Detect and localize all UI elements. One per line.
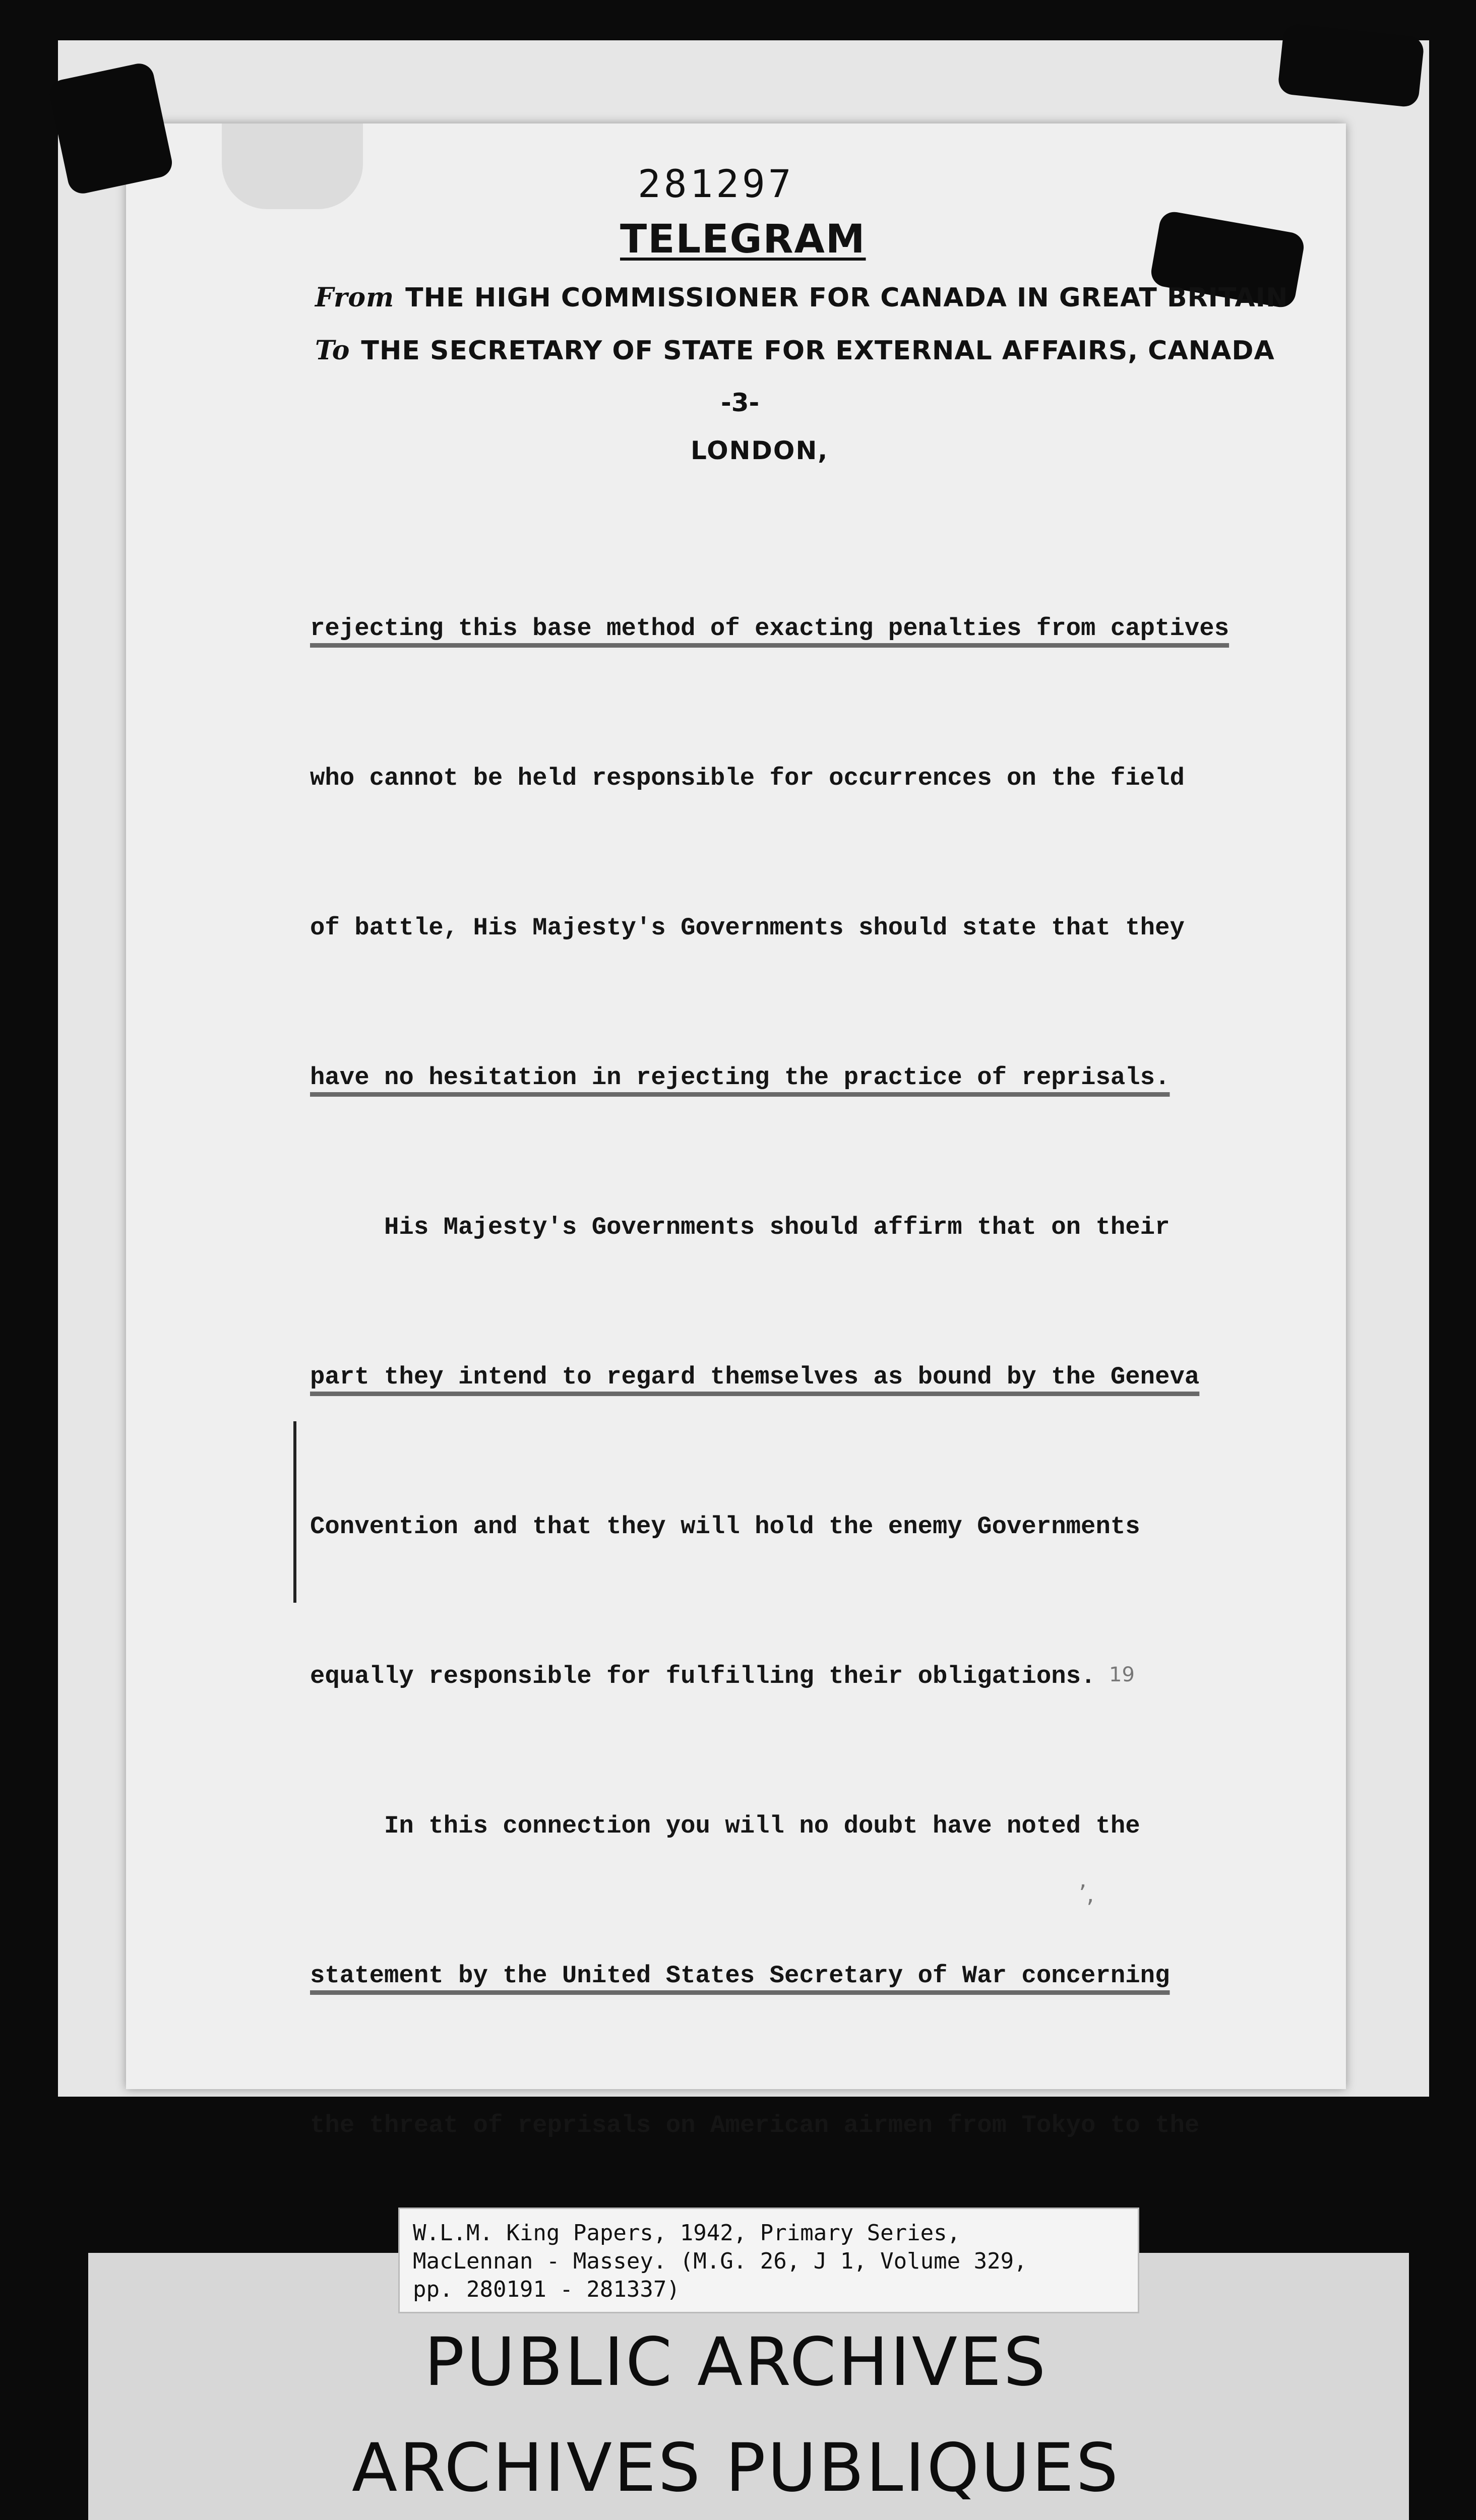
citation-line-3: pp. 280191 - 281337): [413, 2277, 680, 2302]
margin-number: 19: [1109, 1663, 1135, 1686]
to-value: THE SECRETARY OF STATE FOR EXTERNAL AFFAIRS, CANADA: [361, 336, 1275, 366]
body-line: who cannot be held responsible for occurrences on the field: [310, 764, 1185, 792]
citation-label: [398, 2208, 1139, 2313]
page-marker: -3-: [721, 388, 760, 417]
page-tear: [222, 123, 363, 209]
from-value: THE HIGH COMMISSIONER FOR CANADA IN GREAT BRITAIN: [405, 283, 1288, 313]
archives-english: PUBLIC ARCHIVES: [424, 2323, 1048, 2401]
from-label: From: [315, 282, 395, 313]
to-label: To: [315, 335, 350, 366]
body-line: the threat of reprisals on American airmen from Tokyo to the: [310, 2111, 1200, 2139]
body-line: equally responsible for fulfilling their obligations.: [310, 1662, 1096, 1690]
from-line: [315, 282, 1288, 313]
body-line: of battle, His Majesty's Governments should state that they: [310, 914, 1185, 942]
citation-line-1: W.L.M. King Papers, 1942, Primary Series,: [413, 2220, 961, 2246]
archives-french: ARCHIVES PUBLIQUES: [351, 2429, 1121, 2507]
place-line: LONDON,: [691, 436, 829, 465]
tape-top-right: [1277, 23, 1425, 108]
document-title: TELEGRAM: [620, 217, 866, 262]
body-line: In this connection you will no doubt have noted the: [310, 1812, 1140, 1840]
body-line: Convention and that they will hold the enemy Governments: [310, 1513, 1140, 1541]
body-line: part they intend to regard themselves as bound by the Geneva: [310, 1363, 1200, 1391]
body-line: His Majesty's Governments should affirm that on their: [310, 1213, 1170, 1241]
body-line: statement by the United States Secretary of War concerning: [310, 1962, 1170, 1990]
pencil-tick: ’,: [1079, 1880, 1094, 1908]
body-line: rejecting this base method of exacting penalties from captives: [310, 614, 1229, 643]
document-number: 281297: [638, 161, 794, 206]
to-line: [315, 335, 1275, 366]
margin-bracket: [293, 1421, 296, 1603]
citation-line-2: MacLennan - Massey. (M.G. 26, J 1, Volume 329,: [413, 2248, 1027, 2274]
body-line: have no hesitation in rejecting the practice of reprisals.: [310, 1063, 1170, 1092]
